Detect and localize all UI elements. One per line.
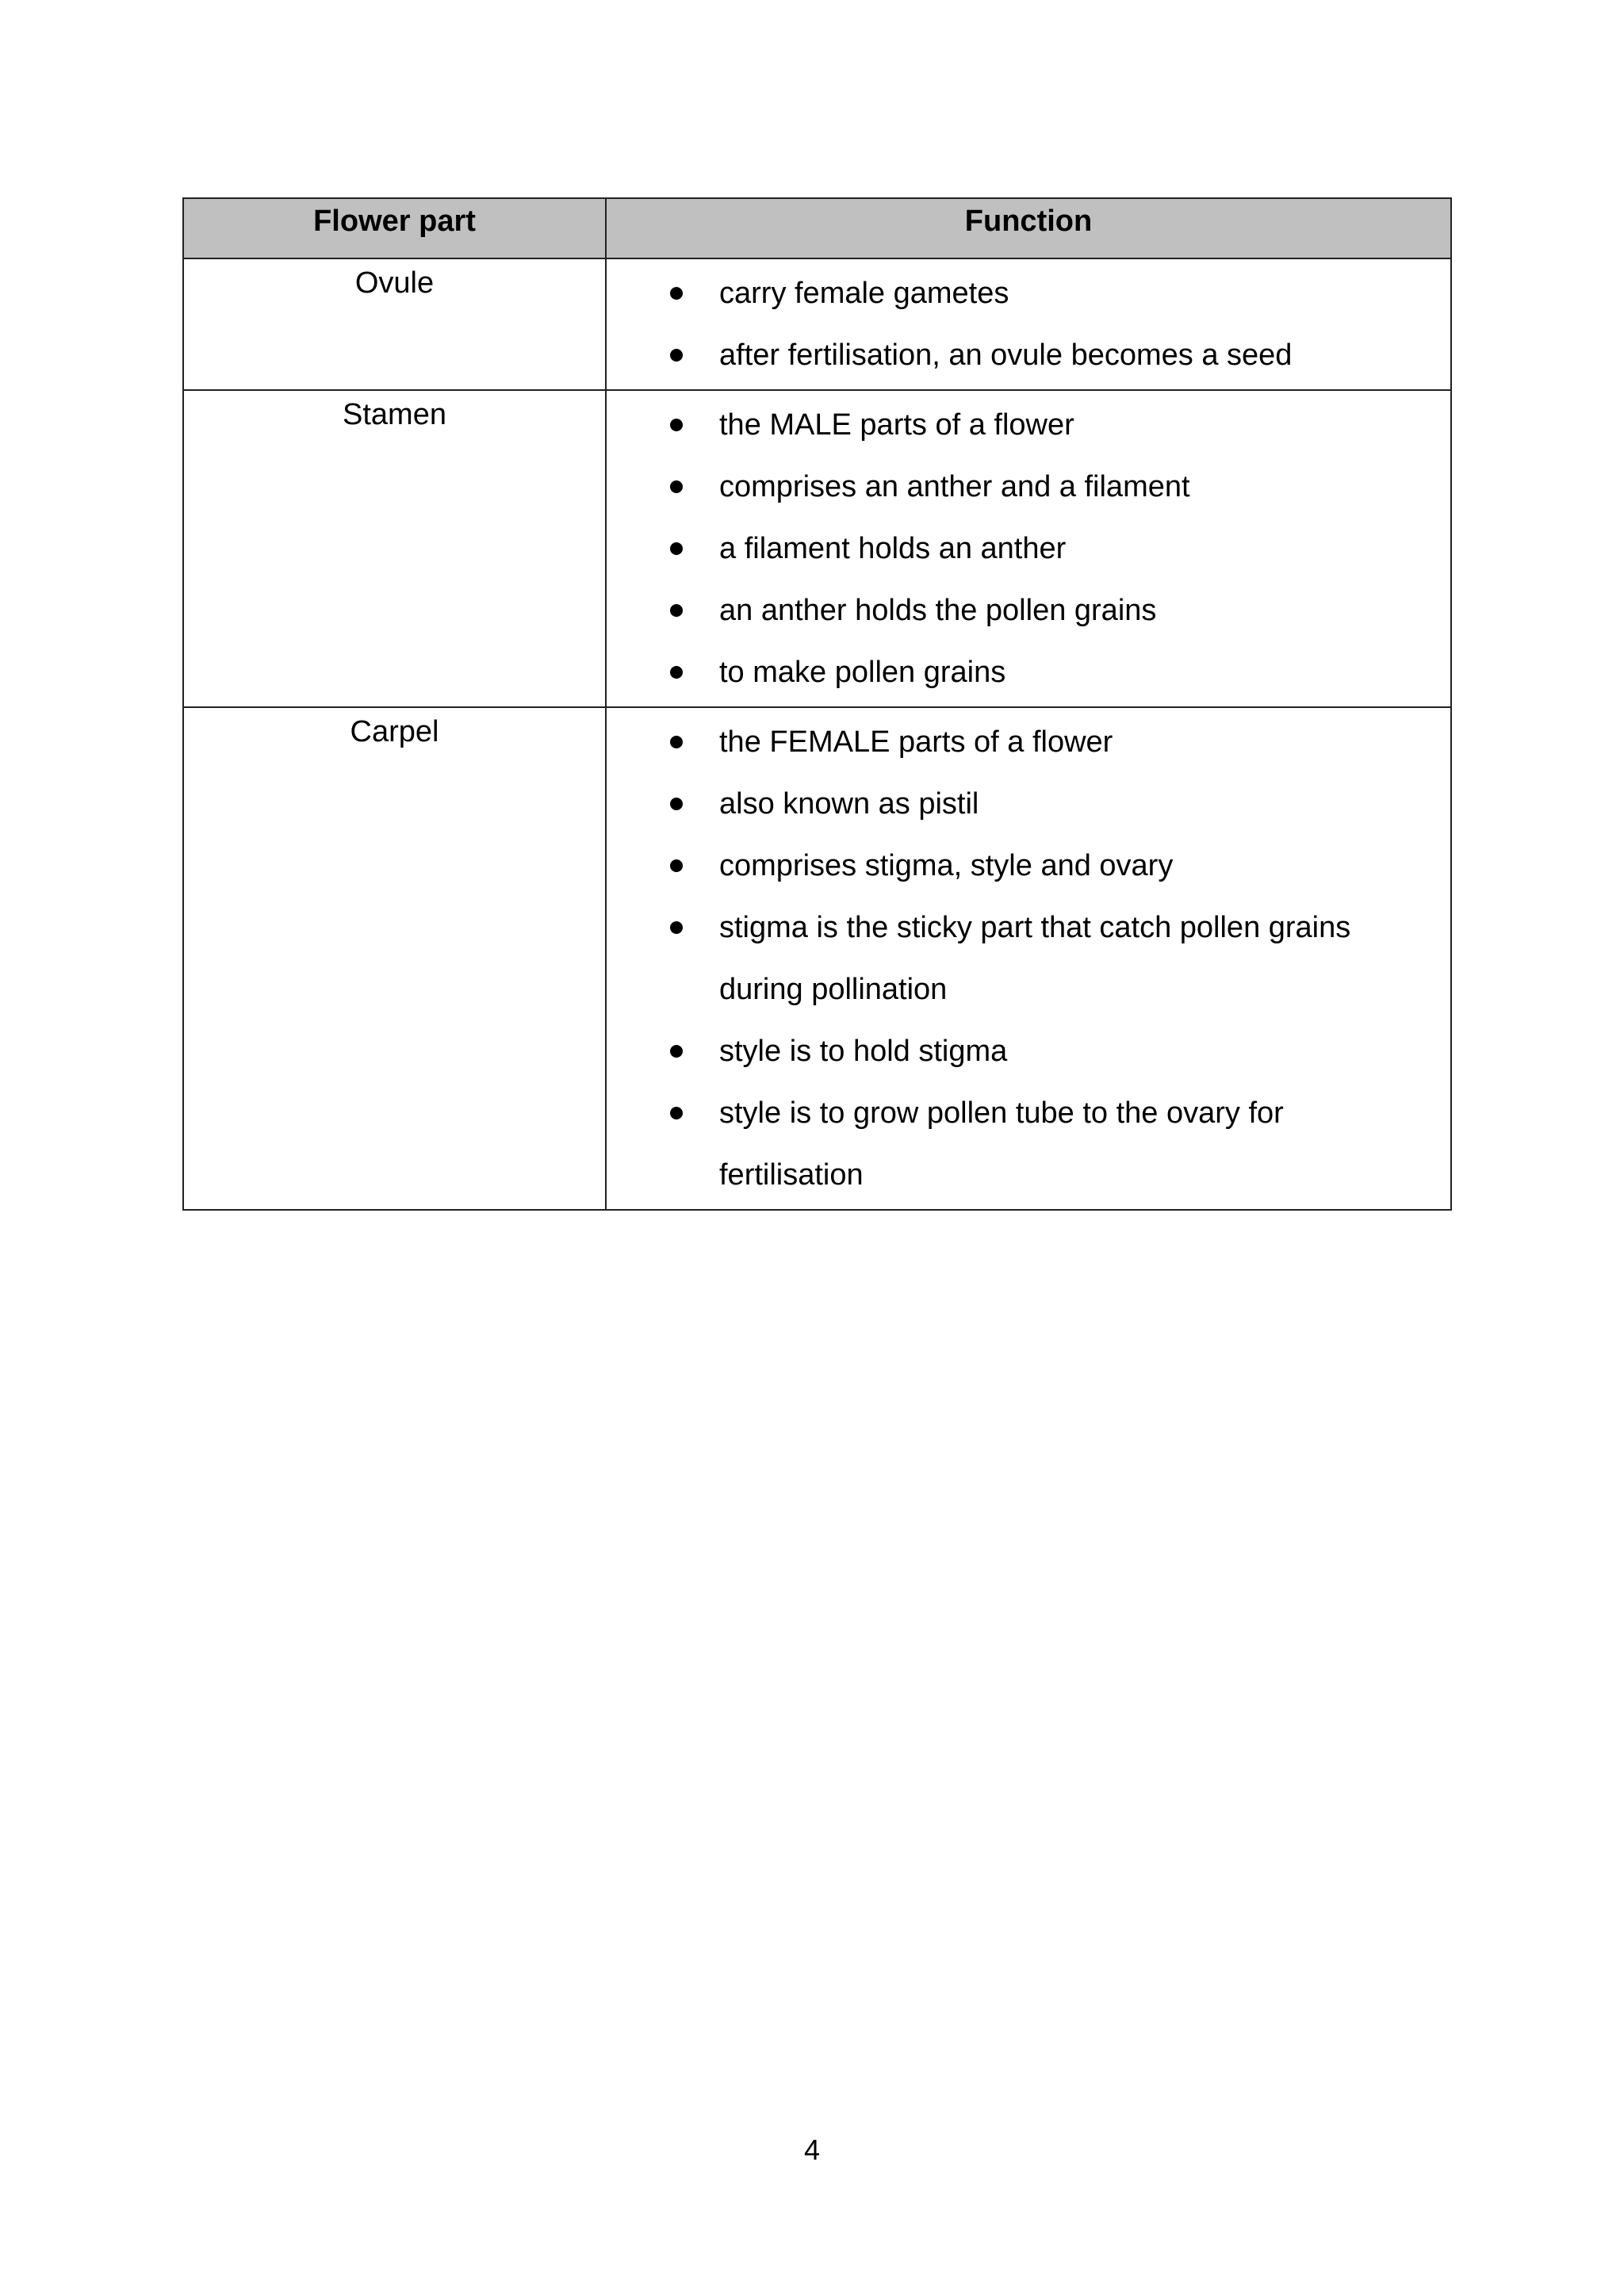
function-cell xyxy=(606,258,1451,390)
function-list xyxy=(607,259,1450,389)
bullet-icon xyxy=(670,798,683,810)
function-cell xyxy=(606,707,1451,1210)
function-text: style is to hold stigma xyxy=(719,1035,1008,1068)
function-text: style is to grow pollen tube to the ovary for fertilisation xyxy=(719,1096,1284,1192)
table-header-row xyxy=(183,198,1451,258)
bullet-icon xyxy=(670,921,683,934)
function-text: an anther holds the pollen grains xyxy=(719,594,1157,627)
list-item xyxy=(607,324,1450,386)
bullet-icon xyxy=(670,1107,683,1119)
table-row xyxy=(183,707,1451,1210)
function-list xyxy=(607,708,1450,1209)
bullet-icon xyxy=(670,604,683,617)
flower-part-cell: Stamen xyxy=(183,390,606,707)
list-item xyxy=(607,773,1450,835)
list-item xyxy=(607,711,1450,773)
list-item xyxy=(607,456,1450,518)
header-flower-part: Flower part xyxy=(183,198,606,258)
bullet-icon xyxy=(670,1045,683,1058)
flower-part-cell: Ovule xyxy=(183,258,606,390)
flower-parts-table xyxy=(182,197,1452,1211)
function-text: the MALE parts of a flower xyxy=(719,408,1074,442)
bullet-icon xyxy=(670,666,683,679)
bullet-icon xyxy=(670,480,683,493)
list-item xyxy=(607,394,1450,456)
function-text: after fertilisation, an ovule becomes a seed xyxy=(719,339,1293,372)
list-item xyxy=(607,641,1450,703)
function-list xyxy=(607,391,1450,706)
table-row xyxy=(183,390,1451,707)
list-item xyxy=(607,1082,1450,1206)
function-text: comprises an anther and a filament xyxy=(719,470,1190,503)
function-text: the FEMALE parts of a flower xyxy=(719,725,1113,759)
function-text: carry female gametes xyxy=(719,277,1009,310)
bullet-icon xyxy=(670,419,683,431)
page-number: 4 xyxy=(803,2133,821,2166)
list-item xyxy=(607,1020,1450,1082)
function-text: a filament holds an anther xyxy=(719,532,1067,565)
bullet-icon xyxy=(670,349,683,362)
bullet-icon xyxy=(670,287,683,300)
list-item xyxy=(607,262,1450,324)
function-text: also known as pistil xyxy=(719,787,979,821)
list-item xyxy=(607,580,1450,641)
function-text: to make pollen grains xyxy=(719,656,1006,689)
header-function: Function xyxy=(606,198,1451,258)
bullet-icon xyxy=(670,542,683,555)
bullet-icon xyxy=(670,736,683,748)
flower-part-cell: Carpel xyxy=(183,707,606,1210)
list-item xyxy=(607,518,1450,580)
list-item xyxy=(607,897,1450,1020)
function-cell xyxy=(606,390,1451,707)
table-row xyxy=(183,258,1451,390)
function-text: comprises stigma, style and ovary xyxy=(719,849,1174,882)
list-item xyxy=(607,835,1450,897)
function-text: stigma is the sticky part that catch pollen grains during pollination xyxy=(719,911,1351,1006)
bullet-icon xyxy=(670,859,683,872)
